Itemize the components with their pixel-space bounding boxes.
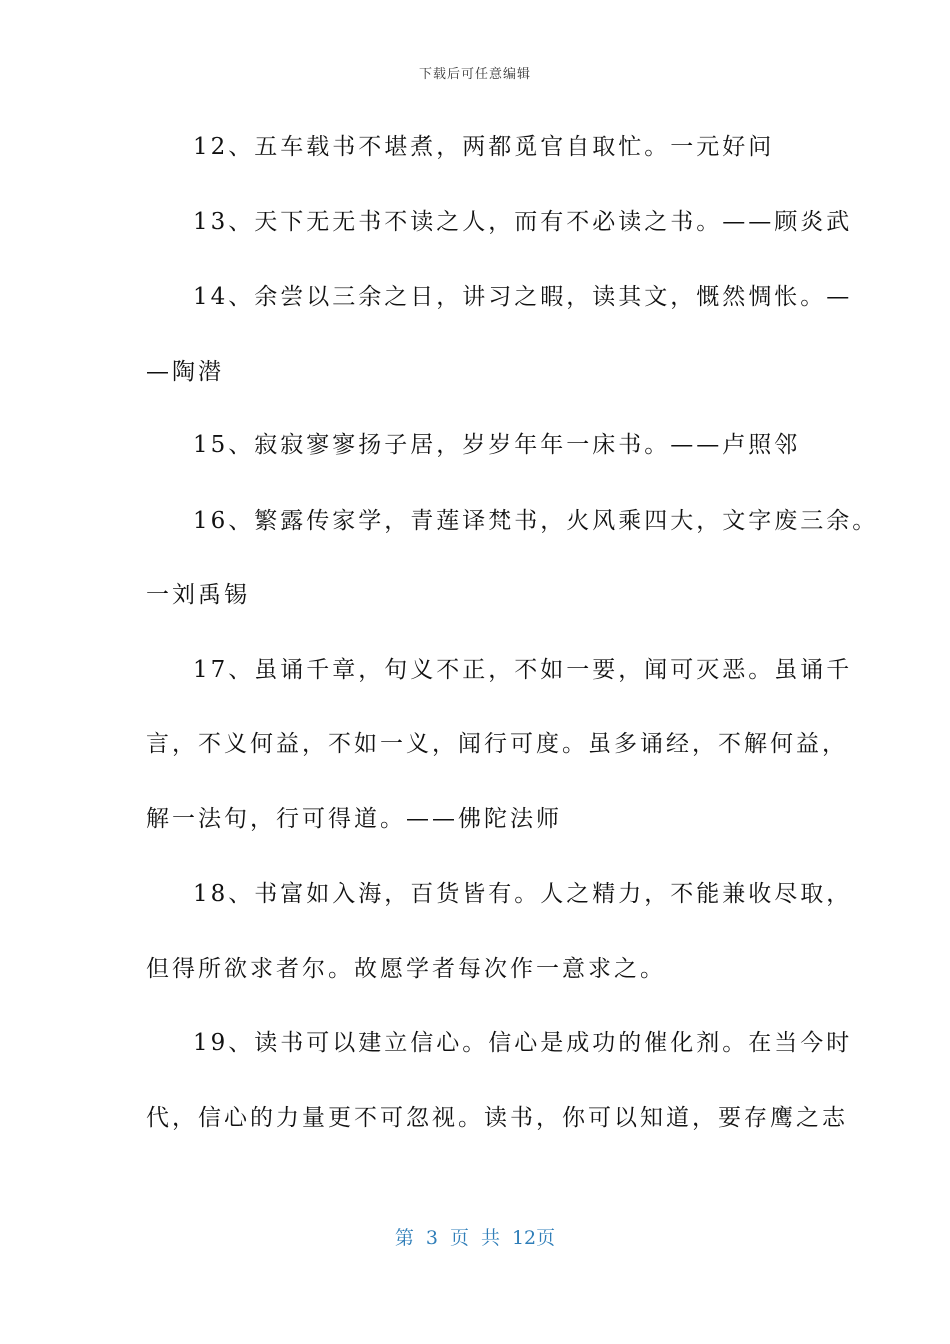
text-line: 19、读书可以建立信心。信心是成功的催化剂。在当今时 [193,1030,853,1056]
text-line: 解一法句，行可得道。——佛陀法师 [146,806,562,832]
page-number: 3 [425,1227,438,1249]
text-line: 一刘禹锡 [146,582,250,608]
text-line: 14、余尝以三余之日，讲习之暇，读其文，慨然惆怅。— [193,284,853,310]
text-line: —陶潜 [146,359,224,385]
footer-di: 第 [394,1227,414,1249]
text-line: 15、寂寂寥寥扬子居，岁岁年年一床书。——卢照邻 [193,432,801,458]
page-header: 下载后可任意编辑 [418,67,531,82]
text-line: 18、书富如入海，百货皆有。人之精力，不能兼收尽取， [193,881,853,907]
text-line: 但得所欲求者尔。故愿学者每次作一意求之。 [146,956,666,982]
footer-gong: 共 [480,1227,500,1249]
text-line: 言，不义何益，不如一义，闻行可度。虽多诵经，不解何益， [146,731,848,757]
text-line: 12、五车载书不堪煮，两都觅官自取忙。一元好问 [193,134,775,160]
page-total: 12页 [511,1227,556,1249]
page-footer [0,1224,950,1252]
footer-ye: 页 [449,1227,469,1249]
text-line: 16、繁露传家学，青莲译梵书，火风乘四大，文字废三余。 [193,508,879,534]
text-line: 代，信心的力量更不可忽视。读书，你可以知道，要存鹰之志 [146,1105,848,1131]
text-line: 13、天下无无书不读之人，而有不必读之书。——顾炎武 [193,209,853,235]
text-line: 17、虽诵千章，句义不正，不如一要，闻可灭恶。虽诵千 [193,657,853,683]
